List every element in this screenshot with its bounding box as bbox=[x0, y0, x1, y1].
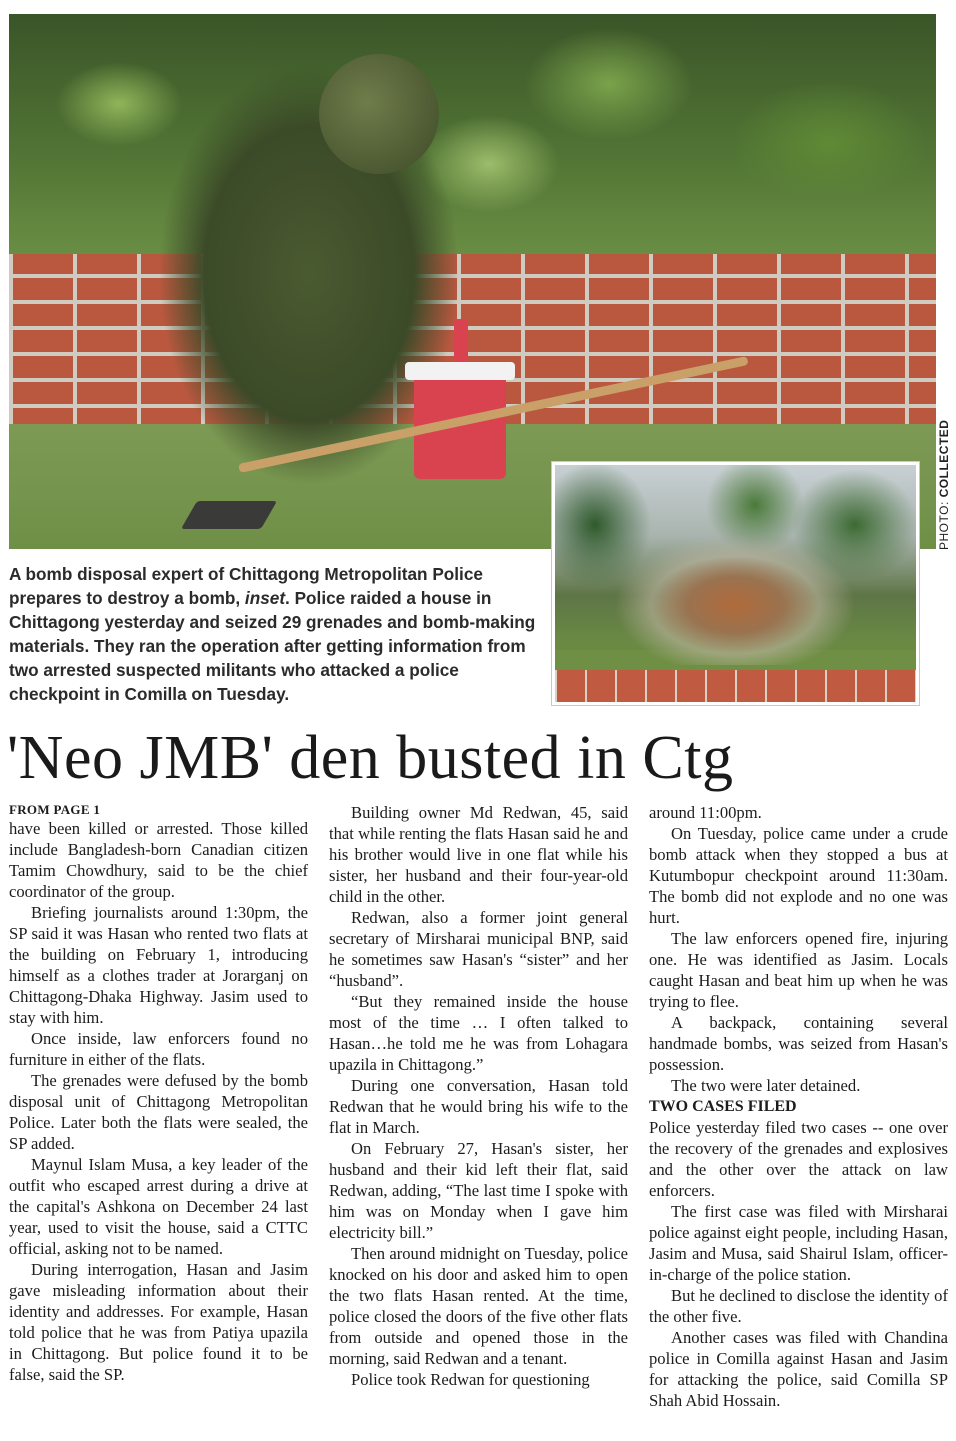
inset-photo-explosion bbox=[552, 462, 919, 705]
article-column-1 bbox=[9, 802, 308, 1385]
paragraph: But he declined to disclose the identity of the other five. bbox=[649, 1286, 948, 1326]
paragraph: Redwan, also a former joint general secretary of Mirsharai municipal BNP, said he sometimes saw Hasan's “sister” and her “husband”. bbox=[329, 908, 628, 990]
paragraph: Another cases was filed with Chandina police in Comilla against Hasan and Jasim for attacking the police, said Comilla SP Shah Abid Hossain. bbox=[649, 1328, 948, 1410]
paragraph: The grenades were defused by the bomb disposal unit of Chittagong Metropolitan Police. Later both the flats were sealed, the SP added. bbox=[9, 1071, 308, 1153]
article-column-3 bbox=[649, 802, 948, 1411]
article-column-2 bbox=[329, 802, 628, 1390]
paragraph: The first case was filed with Mirsharai police against eight people, including Hasan, Jasim and Musa, said Shairul Islam, officer-in-charge of the police station. bbox=[649, 1202, 948, 1284]
photo-cooler-lid bbox=[405, 362, 515, 380]
caption-italic: inset bbox=[244, 588, 286, 608]
photo-credit-prefix: PHOTO: bbox=[937, 497, 951, 550]
paragraph: Police took Redwan for questioning bbox=[351, 1370, 590, 1389]
paragraph: Then around midnight on Tuesday, police knocked on his door and asked him to open the two flats Hasan rented. At the time, police closed the doors of the five other flats from outside and opened those in the morning, said Redwan and a tenant. bbox=[329, 1244, 628, 1368]
paragraph: On February 27, Hasan's sister, her husband and their kid left their flat, said Redwan, adding, “The last time I spoke with him was on Monday when I gave him electricity bill.” bbox=[329, 1139, 628, 1242]
photo-credit bbox=[937, 420, 951, 550]
paragraph: During one conversation, Hasan told Redwan that he would bring his wife to the flat in March. bbox=[329, 1076, 628, 1137]
caption-part1: A bomb disposal expert of Chittagong Metropolitan Police prepares to destroy a bomb, bbox=[9, 564, 483, 608]
paragraph: A backpack, containing several handmade bombs, was seized from Hasan's possession. bbox=[649, 1013, 948, 1074]
inset-brick-edge bbox=[555, 670, 916, 702]
kicker-from-page: FROM PAGE 1 bbox=[9, 802, 101, 817]
paragraph: around 11:00pm. bbox=[649, 803, 762, 822]
paragraph: The two were later detained. bbox=[671, 1076, 861, 1095]
paragraph: Briefing journalists around 1:30pm, the SP said it was Hasan who rented two flats at the building on February 1, introducing himself as a clothes trader at Jorarganj on Chittagong-Dhaka Highway. Jasim used to stay with him. bbox=[9, 903, 308, 1027]
paragraph: “But they remained inside the house most of the time … I often talked to Hasan…he told me he was from Lohagara upazila in Chittagong.” bbox=[329, 992, 628, 1074]
inset-blast-cloud bbox=[615, 525, 855, 665]
paragraph: Building owner Md Redwan, 45, said that while renting the flats Hasan said he and his brother would live in one flat while his sister, her husband and their four-year-old child in the other. bbox=[329, 803, 628, 906]
photo-foliage bbox=[9, 14, 936, 254]
paragraph: Once inside, law enforcers found no furniture in either of the flats. bbox=[9, 1029, 308, 1069]
photo-shovel-head bbox=[181, 501, 277, 529]
paragraph: Maynul Islam Musa, a key leader of the outfit who escaped arrest during a drive at the capital's Ashkona on December 24 last year, used to visit the house, said a CTTC official, asking not to be named. bbox=[9, 1155, 308, 1258]
paragraph: During interrogation, Hasan and Jasim gave misleading information about their identity and addresses. For example, Hasan told police that he was from Patiya upazila in Chittagong. But police found it to be false, said the SP. bbox=[9, 1260, 308, 1384]
photo-helmet bbox=[319, 54, 439, 174]
subhead-two-cases-filed: TWO CASES FILED bbox=[649, 1098, 797, 1115]
paragraph: have been killed or arrested. Those killed include Bangladesh-born Canadian citizen Tamim Chowdhury, said to be the chief coordinator of the group. bbox=[9, 819, 308, 901]
caption-part2: . Police raided a house in Chittagong yesterday and seized 29 grenades and bomb-making materials. They ran the operation after getting information from two arrested suspected militants who attacked a police checkpoint in Comilla on Tuesday. bbox=[9, 588, 536, 704]
photo-caption bbox=[9, 562, 539, 706]
paragraph: The law enforcers opened fire, injuring one. He was identified as Jasim. Locals caught Hasan and beat him up when he was trying to flee. bbox=[649, 929, 948, 1011]
paragraph: On Tuesday, police came under a crude bomb attack when they stopped a bus at Kutumbopur checkpoint around 11:30am. The bomb did not explode and no one was hurt. bbox=[649, 824, 948, 927]
paragraph: Police yesterday filed two cases -- one over the recovery of the grenades and explosives and the other over the attack on law enforcers. bbox=[649, 1118, 948, 1200]
headline: 'Neo JMB' den busted in Ctg bbox=[7, 724, 734, 792]
photo-credit-source: COLLECTED bbox=[937, 419, 951, 498]
